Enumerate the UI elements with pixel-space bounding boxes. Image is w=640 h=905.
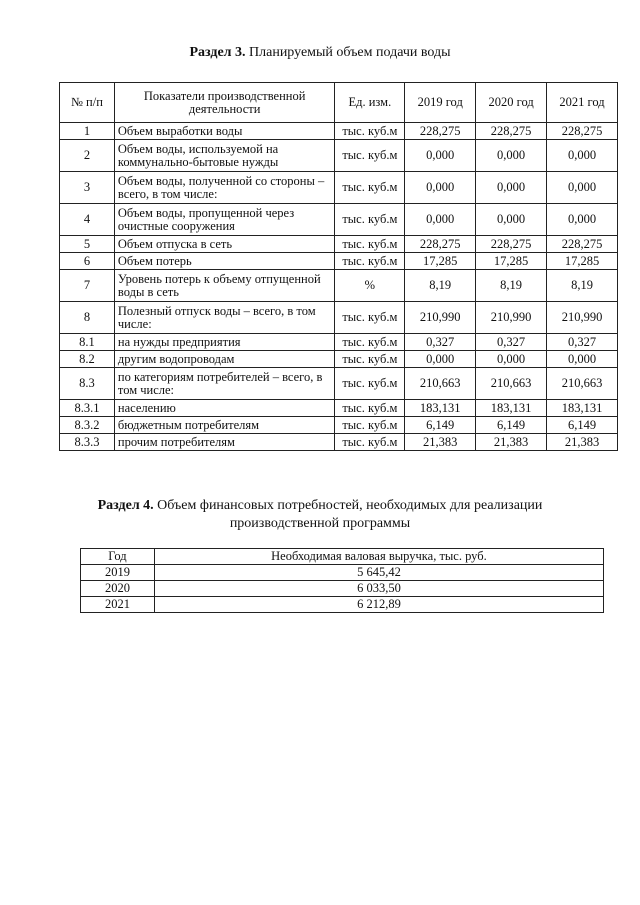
row-indicator: Объем воды, используемой на коммунально-бытовые нужды [114, 140, 335, 172]
row-value-2021: 8,19 [547, 270, 618, 302]
row-unit: тыс. куб.м [335, 204, 405, 236]
row-value-2020: 6,149 [476, 417, 547, 434]
row-number: 5 [60, 236, 115, 253]
row-number: 8.3.2 [60, 417, 115, 434]
row-unit: тыс. куб.м [335, 236, 405, 253]
table-row [60, 434, 618, 451]
table-row [60, 400, 618, 417]
row-number: 6 [60, 253, 115, 270]
row-unit: тыс. куб.м [335, 172, 405, 204]
row-revenue: 6 212,89 [154, 597, 603, 613]
row-year: 2020 [81, 581, 155, 597]
row-value-2019: 0,000 [405, 351, 476, 368]
row-value-2019: 6,149 [405, 417, 476, 434]
row-indicator: Уровень потерь к объему отпущенной воды в сеть [114, 270, 335, 302]
row-unit: тыс. куб.м [335, 400, 405, 417]
row-value-2020: 8,19 [476, 270, 547, 302]
row-value-2021: 17,285 [547, 253, 618, 270]
financial-needs-table [80, 548, 604, 613]
row-value-2021: 210,663 [547, 368, 618, 400]
row-value-2021: 0,000 [547, 351, 618, 368]
row-number: 8.3.1 [60, 400, 115, 417]
table-row [60, 204, 618, 236]
table-row [60, 172, 618, 204]
row-unit: тыс. куб.м [335, 417, 405, 434]
header-indicator: Показатели производственной деятельности [114, 83, 335, 123]
table-row [60, 236, 618, 253]
header-gross-revenue: Необходимая валовая выручка, тыс. руб. [154, 549, 603, 565]
row-value-2021: 6,149 [547, 417, 618, 434]
table-row [60, 417, 618, 434]
row-indicator: Объем выработки воды [114, 123, 335, 140]
row-value-2020: 0,000 [476, 351, 547, 368]
row-value-2019: 17,285 [405, 253, 476, 270]
row-unit: тыс. куб.м [335, 334, 405, 351]
header-unit: Ед. изм. [335, 83, 405, 123]
section3-title-bold: Раздел 3. [189, 45, 246, 60]
row-number: 8.1 [60, 334, 115, 351]
row-value-2020: 21,383 [476, 434, 547, 451]
row-value-2020: 0,000 [476, 204, 547, 236]
row-unit: тыс. куб.м [335, 434, 405, 451]
row-value-2021: 210,990 [547, 302, 618, 334]
row-number: 8.3 [60, 368, 115, 400]
row-value-2020: 210,663 [476, 368, 547, 400]
table-row [60, 140, 618, 172]
row-value-2021: 228,275 [547, 123, 618, 140]
row-value-2019: 228,275 [405, 236, 476, 253]
row-number: 8 [60, 302, 115, 334]
row-unit: тыс. куб.м [335, 253, 405, 270]
row-number: 1 [60, 123, 115, 140]
table-row [81, 597, 604, 613]
row-revenue: 5 645,42 [154, 565, 603, 581]
row-indicator: населению [114, 400, 335, 417]
row-year: 2021 [81, 597, 155, 613]
row-value-2020: 210,990 [476, 302, 547, 334]
row-value-2020: 17,285 [476, 253, 547, 270]
row-unit: тыс. куб.м [335, 351, 405, 368]
row-value-2019: 183,131 [405, 400, 476, 417]
row-value-2021: 228,275 [547, 236, 618, 253]
row-indicator: на нужды предприятия [114, 334, 335, 351]
row-unit: тыс. куб.м [335, 123, 405, 140]
section4-title-text: Объем финансовых потребностей, необходимых для реализации [153, 498, 543, 513]
header-2020: 2020 год [476, 83, 547, 123]
row-value-2019: 0,000 [405, 204, 476, 236]
section4-title-bold: Раздел 4. [97, 498, 154, 513]
header-2021: 2021 год [547, 83, 618, 123]
row-value-2021: 21,383 [547, 434, 618, 451]
row-unit: тыс. куб.м [335, 140, 405, 172]
row-value-2020: 0,000 [476, 140, 547, 172]
section3-title-text: Планируемый объем подачи воды [245, 45, 451, 60]
row-value-2019: 210,990 [405, 302, 476, 334]
row-indicator: прочим потребителям [114, 434, 335, 451]
table-row [60, 270, 618, 302]
row-indicator: Объем отпуска в сеть [114, 236, 335, 253]
row-value-2021: 183,131 [547, 400, 618, 417]
row-value-2021: 0,000 [547, 140, 618, 172]
row-number: 8.2 [60, 351, 115, 368]
row-indicator: другим водопроводам [114, 351, 335, 368]
row-value-2019: 0,000 [405, 172, 476, 204]
row-value-2019: 228,275 [405, 123, 476, 140]
row-value-2020: 0,000 [476, 172, 547, 204]
row-indicator: бюджетным потребителям [114, 417, 335, 434]
row-value-2020: 228,275 [476, 123, 547, 140]
planned-water-supply-table [59, 82, 618, 451]
row-value-2021: 0,000 [547, 204, 618, 236]
row-value-2020: 228,275 [476, 236, 547, 253]
row-number: 4 [60, 204, 115, 236]
row-unit: % [335, 270, 405, 302]
table-header-row [60, 83, 618, 123]
row-indicator: Полезный отпуск воды – всего, в том числе: [114, 302, 335, 334]
table-row [81, 581, 604, 597]
row-value-2019: 21,383 [405, 434, 476, 451]
row-indicator: Объем воды, пропущенной через очистные сооружения [114, 204, 335, 236]
row-number: 7 [60, 270, 115, 302]
row-unit: тыс. куб.м [335, 302, 405, 334]
table-row [81, 565, 604, 581]
table-row [60, 351, 618, 368]
row-unit: тыс. куб.м [335, 368, 405, 400]
section3-heading [0, 44, 640, 62]
header-year: Год [81, 549, 155, 565]
header-2019: 2019 год [405, 83, 476, 123]
row-value-2021: 0,327 [547, 334, 618, 351]
table-header-row [81, 549, 604, 565]
table-row [60, 123, 618, 140]
row-indicator: Объем воды, полученной со стороны – всего, в том числе: [114, 172, 335, 204]
table-row [60, 368, 618, 400]
row-number: 2 [60, 140, 115, 172]
header-number: № п/п [60, 83, 115, 123]
row-number: 3 [60, 172, 115, 204]
row-value-2019: 210,663 [405, 368, 476, 400]
row-value-2019: 0,327 [405, 334, 476, 351]
row-value-2020: 0,327 [476, 334, 547, 351]
table-row [60, 253, 618, 270]
row-value-2019: 0,000 [405, 140, 476, 172]
row-number: 8.3.3 [60, 434, 115, 451]
section4-title-line2: производственной программы [229, 516, 411, 531]
row-value-2021: 0,000 [547, 172, 618, 204]
table-row [60, 334, 618, 351]
row-indicator: Объем потерь [114, 253, 335, 270]
row-value-2019: 8,19 [405, 270, 476, 302]
row-value-2020: 183,131 [476, 400, 547, 417]
row-year: 2019 [81, 565, 155, 581]
row-revenue: 6 033,50 [154, 581, 603, 597]
table-row [60, 302, 618, 334]
row-indicator: по категориям потребителей – всего, в том числе: [114, 368, 335, 400]
section4-heading [0, 497, 640, 533]
